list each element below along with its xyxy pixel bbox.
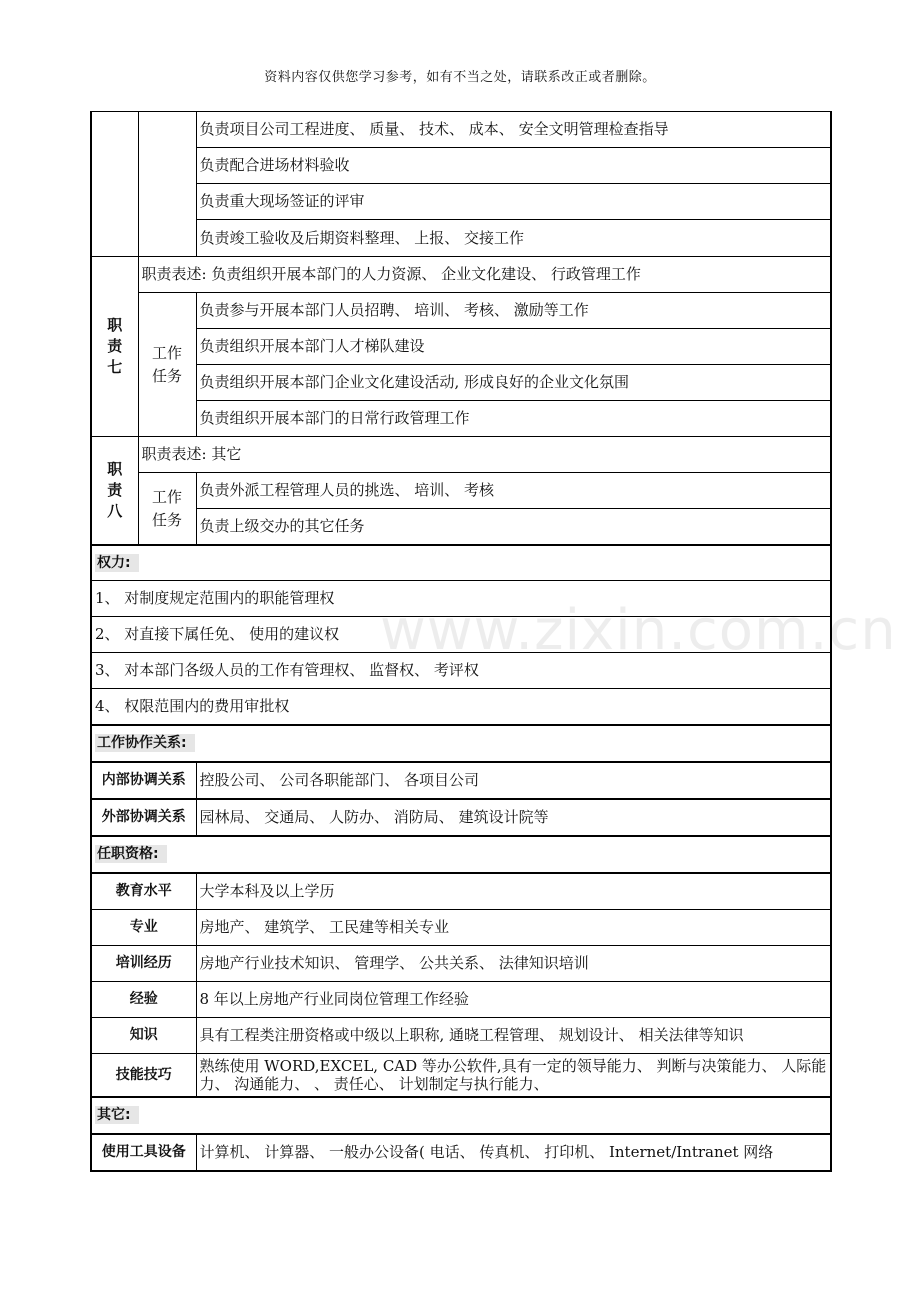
qualification-title: 任职资格: — [95, 845, 167, 863]
duty-cont-item: 负责竣工验收及后期资料整理、 上报、 交接工作 — [196, 220, 831, 257]
duty8-statement: 职责表述: 其它 — [138, 437, 831, 473]
internal-coordination-label: 内部协调关系 — [91, 762, 196, 799]
duty7-item: 负责参与开展本部门人员招聘、 培训、 考核、 激励等工作 — [196, 293, 831, 329]
duty8-task-label-text: 工作任务 — [151, 487, 182, 529]
duty7-task-label — [138, 293, 196, 437]
duty7-item: 负责组织开展本部门人才梯队建设 — [196, 329, 831, 365]
cooperation-section-title — [91, 725, 831, 762]
experience-value: 8 年以上房地产行业同岗位管理工作经验 — [196, 982, 831, 1018]
power-item: 1、 对制度规定范围内的职能管理权 — [91, 581, 831, 617]
qualification-section-title — [91, 836, 831, 873]
knowledge-value: 具有工程类注册资格或中级以上职称, 通晓工程管理、 规划设计、 相关法律等知识 — [196, 1018, 831, 1054]
duty-table — [90, 111, 832, 546]
duty8-label — [91, 437, 138, 546]
external-coordination-label: 外部协调关系 — [91, 799, 196, 836]
duty7-label — [91, 257, 138, 437]
info-table — [90, 544, 832, 1172]
duty7-task-label-text: 工作任务 — [151, 343, 182, 385]
power-item: 2、 对直接下属任免、 使用的建议权 — [91, 617, 831, 653]
duty8-item: 负责外派工程管理人员的挑选、 培训、 考核 — [196, 473, 831, 509]
header-note: 资料内容仅供您学习参考，如有不当之处，请联系改正或者删除。 — [264, 70, 656, 85]
cooperation-title: 工作协作关系: — [95, 734, 195, 752]
training-value: 房地产行业技术知识、 管理学、 公共关系、 法律知识培训 — [196, 946, 831, 982]
internal-coordination-value: 控股公司、 公司各职能部门、 各项目公司 — [196, 762, 831, 799]
tools-label: 使用工具设备 — [91, 1134, 196, 1171]
power-title: 权力: — [95, 554, 139, 572]
training-label: 培训经历 — [91, 946, 196, 982]
knowledge-label: 知识 — [91, 1018, 196, 1054]
duty-cont-item: 负责项目公司工程进度、 质量、 技术、 成本、 安全文明管理检查指导 — [196, 112, 831, 148]
other-title: 其它: — [95, 1106, 139, 1124]
watermark: www.zixin.com.cn — [380, 598, 897, 663]
duty-cont-item: 负责重大现场签证的评审 — [196, 184, 831, 220]
major-value: 房地产、 建筑学、 工民建等相关专业 — [196, 910, 831, 946]
duty-cont-item: 负责配合进场材料验收 — [196, 148, 831, 184]
duty-cont-label-cell — [91, 112, 138, 257]
duty7-item: 负责组织开展本部门的日常行政管理工作 — [196, 401, 831, 437]
major-label: 专业 — [91, 910, 196, 946]
tools-value: 计算机、 计算器、 一般办公设备( 电话、 传真机、 打印机、 Internet/Intranet 网络 — [196, 1134, 831, 1171]
duty7-item: 负责组织开展本部门企业文化建设活动, 形成良好的企业文化氛围 — [196, 365, 831, 401]
power-item: 4、 权限范围内的费用审批权 — [91, 689, 831, 726]
other-section-title — [91, 1097, 831, 1134]
power-item: 3、 对本部门各级人员的工作有管理权、 监督权、 考评权 — [91, 653, 831, 689]
duty8-task-label — [138, 473, 196, 546]
duty8-label-text: 职责八 — [107, 460, 123, 520]
duty8-item: 负责上级交办的其它任务 — [196, 509, 831, 546]
skills-value: 熟练使用 WORD,EXCEL, CAD 等办公软件,具有一定的领导能力、 判断与决策能力、 人际能力、 沟通能力、 、 责任心、 计划制定与执行能力、 — [196, 1054, 831, 1098]
skills-label: 技能技巧 — [91, 1054, 196, 1098]
experience-label: 经验 — [91, 982, 196, 1018]
duty7-statement: 职责表述: 负责组织开展本部门的人力资源、 企业文化建设、 行政管理工作 — [138, 257, 831, 293]
duty7-label-text: 职责七 — [107, 316, 123, 376]
duty-cont-task-cell — [138, 112, 196, 257]
education-label: 教育水平 — [91, 873, 196, 910]
education-value: 大学本科及以上学历 — [196, 873, 831, 910]
power-section-title — [91, 545, 831, 581]
external-coordination-value: 园林局、 交通局、 人防办、 消防局、 建筑设计院等 — [196, 799, 831, 836]
